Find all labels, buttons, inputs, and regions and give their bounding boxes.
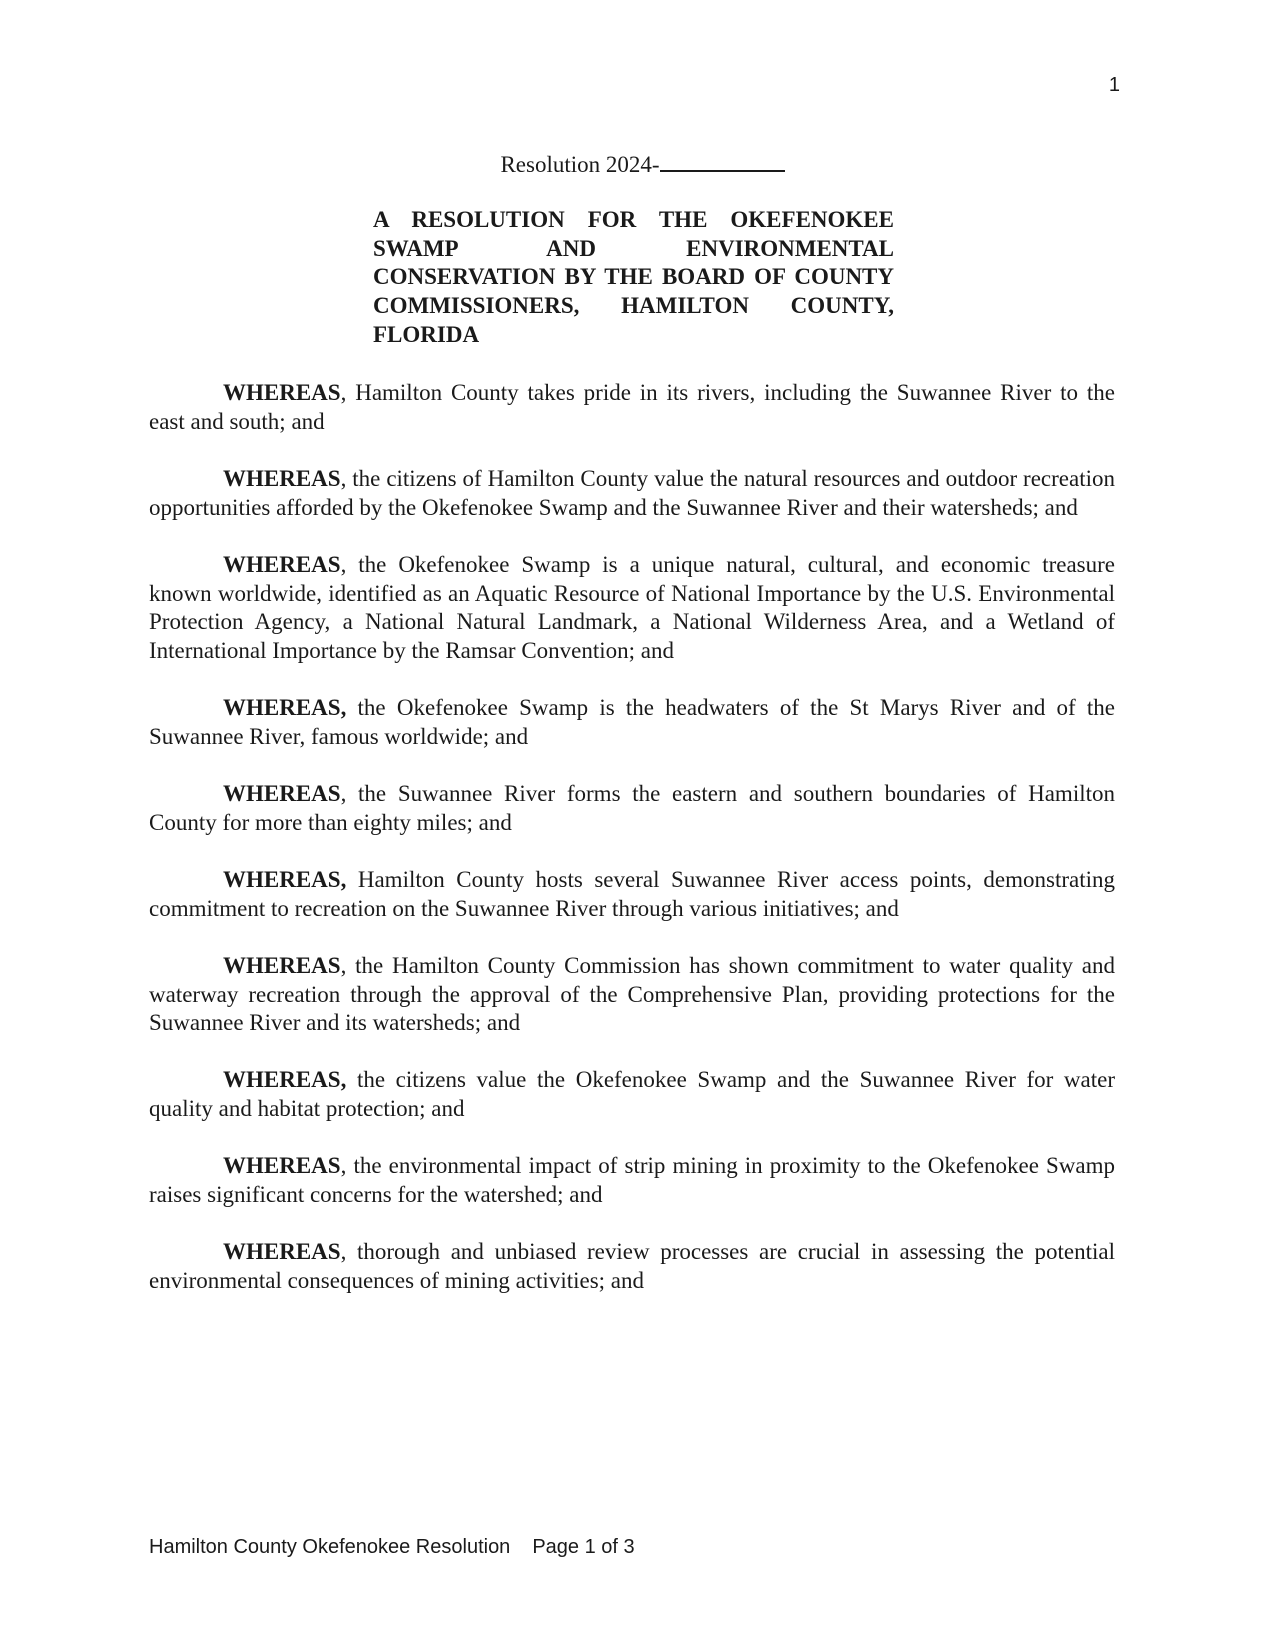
whereas-clause <box>149 780 1115 837</box>
clause-keyword: WHEREAS, <box>223 695 347 721</box>
whereas-clauses <box>149 379 1115 1324</box>
resolution-title: A RESOLUTION FOR THE OKEFENOKEE SWAMP AND ENVIRONMENTAL CONSERVATION BY THE BOARD OF COUNTY COMMISSIONERS, HAMILTON COUNTY, FLORIDA <box>373 207 894 347</box>
page-footer <box>149 1536 635 1559</box>
whereas-clause <box>149 694 1115 751</box>
resolution-number-blank <box>660 150 785 172</box>
clause-keyword: WHEREAS, <box>223 866 347 892</box>
clause-keyword: WHEREAS, <box>223 1067 347 1093</box>
clause-text: , the Hamilton County Commission has shown commitment to water quality and waterway recreation through the approval of the Comprehensive Plan, providing protections for the Suwannee River and its watersheds; and <box>149 952 1115 1036</box>
whereas-clause <box>149 1238 1115 1295</box>
clause-keyword: WHEREAS <box>223 380 341 405</box>
clause-keyword: WHEREAS <box>223 952 341 978</box>
clause-keyword: WHEREAS <box>223 1153 341 1179</box>
clause-keyword: WHEREAS <box>223 465 341 491</box>
page-number: 1 <box>1108 74 1120 96</box>
whereas-clause <box>149 952 1115 1038</box>
clause-text: , the citizens of Hamilton County value the natural resources and outdoor recreation opportunities afforded by the Okefenokee Swamp and the Suwannee River and their watersheds; and <box>149 465 1115 520</box>
clause-text: Hamilton County hosts several Suwannee River access points, demonstrating commitment to recreation on the Suwannee River through various initiatives; and <box>149 866 1115 921</box>
resolution-prefix: Resolution 2024- <box>500 152 660 177</box>
clause-keyword: WHEREAS <box>223 781 341 807</box>
resolution-number <box>0 150 1275 178</box>
footer-title: Hamilton County Okefenokee Resolution <box>149 1536 511 1558</box>
whereas-clause <box>149 465 1115 522</box>
whereas-clause <box>149 866 1115 923</box>
whereas-clause <box>149 1066 1115 1123</box>
clause-keyword: WHEREAS <box>223 551 341 577</box>
clause-text: , thorough and unbiased review processes are crucial in assessing the potential environmental consequences of mining activities; and <box>149 1239 1115 1293</box>
footer-page-label: Page 1 of 3 <box>532 1536 635 1558</box>
clause-text: the Okefenokee Swamp is the headwaters of the St Marys River and of the Suwannee River, famous worldwide; and <box>149 695 1115 749</box>
clause-text: , Hamilton County takes pride in its rivers, including the Suwannee River to the east and south; and <box>149 380 1115 434</box>
whereas-clause <box>149 551 1115 666</box>
clause-keyword: WHEREAS <box>223 1239 341 1265</box>
whereas-clause <box>149 1152 1115 1209</box>
clause-text: , the environmental impact of strip mining in proximity to the Okefenokee Swamp raises significant concerns for the watershed; and <box>149 1153 1115 1208</box>
clause-text: , the Suwannee River forms the eastern and southern boundaries of Hamilton County for more than eighty miles; and <box>149 781 1115 835</box>
clause-text: the citizens value the Okefenokee Swamp and the Suwannee River for water quality and habitat protection; and <box>149 1067 1115 1122</box>
clause-text: , the Okefenokee Swamp is a unique natural, cultural, and economic treasure known worldwide, identified as an Aquatic Resource of National Importance by the U.S. Environmental Protection Agency, a National Natural Landmark, a National Wilderness Area, and a Wetland of International Importance by the Ramsar Convention; and <box>149 551 1115 663</box>
whereas-clause <box>149 379 1115 436</box>
